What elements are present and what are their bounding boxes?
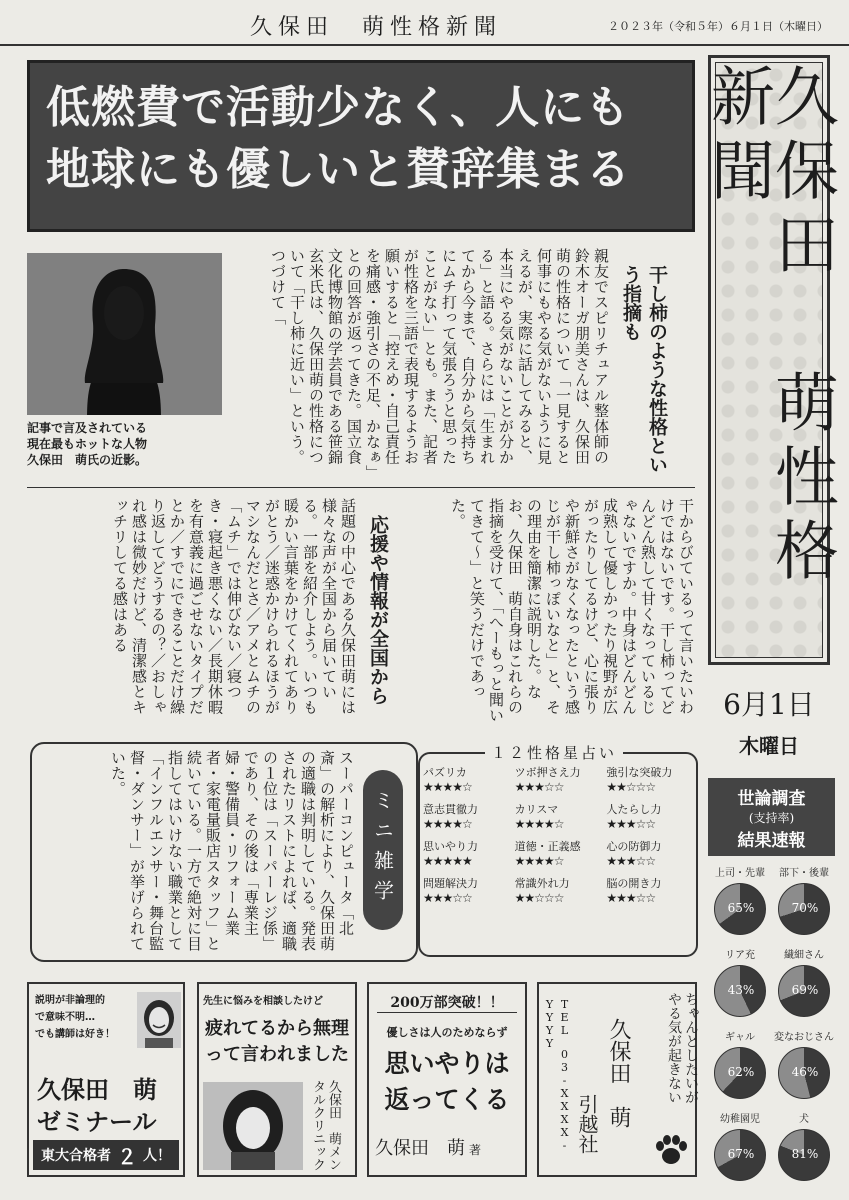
ad-book-divider	[377, 1012, 517, 1013]
poll-item-label: ギャル	[725, 1032, 755, 1043]
horoscope-item	[515, 839, 607, 868]
poll-subtitle: (支持率)	[748, 811, 795, 825]
issue-date: 6月1日	[723, 688, 815, 721]
horoscope-item-name: 強引な突破力	[606, 766, 673, 779]
poll-pie-value: 46%	[791, 1065, 819, 1079]
headline-line-1: 低燃費で活動少なく、人にも	[46, 82, 631, 133]
article3-body: 話題の中心である久保田萌には様々な声が全国から届いている。一部を紹介しよう。いつも暖かい言葉をかけてくれてありがとう／迷惑かけられるほうがマシなんだとさ／アメとムチの「ムチ」では伸びない／寝つき・寝起き悪くない／長期休暇を有意義に過ごせないタイプだとか／すでにできることだけ繰り返してどうするの？／おしゃれ感は微妙だけど、清潔感とキッチリしてる感はある	[111, 498, 357, 715]
poll-item	[772, 1113, 836, 1181]
poll-item-label: リア充	[725, 950, 755, 961]
logo-text: 久保田 萌性格新聞	[700, 63, 838, 591]
ad-moving-company: 引越社	[575, 1094, 599, 1154]
horoscope-item	[606, 802, 698, 831]
ad-seminar-footer-label: 東大合格者	[41, 1148, 111, 1164]
article3-subheading: 応援や情報が全国から	[367, 515, 389, 705]
horoscope-item-name: 意志貫徹力	[423, 803, 478, 816]
ad-seminar-tag-2: で意味不明…	[35, 1012, 95, 1023]
ad-seminar-footer-suffix: 人！	[143, 1148, 171, 1164]
horoscope-title: １２性格星占い	[485, 742, 623, 763]
ad-seminar-tag-3: でも講師は好き！	[35, 1029, 115, 1040]
horoscope-item	[606, 765, 698, 794]
horoscope-item-stars: ★★★☆☆	[606, 854, 656, 868]
horoscope-item	[515, 802, 607, 831]
ad-clinic-top: 先生に悩みを相談したけど	[203, 996, 323, 1007]
ad-seminar-name: 久保田 萌	[37, 1076, 157, 1104]
horoscope-item	[606, 839, 698, 868]
horoscope-item-name: 道徳・正義感	[514, 840, 581, 853]
poll-pie	[714, 965, 766, 1017]
masthead	[0, 0, 849, 46]
poll-item	[708, 949, 772, 1017]
ad-book-author	[375, 1134, 481, 1160]
ad-seminar-title: ゼミナール	[37, 1108, 157, 1136]
ad-book-author-name: 久保田 萌	[375, 1138, 465, 1159]
poll-pie-value: 65%	[727, 901, 755, 915]
photo-caption-line-1: 記事で言及されている	[27, 421, 148, 435]
headline-line-2: 地球にも優しいと賛辞集まる	[46, 144, 631, 195]
ad-moving-name: 久保田 萌	[606, 1018, 631, 1128]
poll-pie	[778, 1047, 830, 1099]
logo-pattern	[700, 62, 838, 658]
section-divider	[27, 487, 695, 488]
ad-seminar	[27, 982, 185, 1177]
horoscope-item-stars: ★★☆☆☆	[514, 891, 564, 905]
horoscope-item-name: 脳の開き力	[606, 877, 662, 890]
ad-moving-tel: TEL 03-XXXX-YYYY	[543, 998, 571, 1152]
poll-grid	[708, 777, 835, 1192]
poll-item-label: 繊細さん	[784, 950, 824, 961]
poll-item-label: 上司・先輩	[715, 868, 765, 879]
ad-clinic	[197, 982, 357, 1177]
horoscope-item	[606, 876, 698, 905]
paw-icon	[653, 1134, 689, 1166]
poll-pie	[778, 965, 830, 1017]
smiling-person-photo	[137, 992, 181, 1048]
ad-book-subtitle: 優しさは人のためならず	[386, 1026, 508, 1039]
poll-pie	[778, 1129, 830, 1181]
ad-moving-catch: ちゃんとしたいがやる気が起きない	[666, 992, 699, 1104]
horoscope-item	[423, 876, 515, 905]
ad-book-top: 200万部突破！！	[390, 995, 504, 1011]
poll-pie-value: 43%	[727, 983, 755, 997]
poll-pie	[714, 1047, 766, 1099]
article2-body: 干からびているって言いたいわけではないです。干し柿ってどんどん熟して甘くなっているじゃないですか。中身はどんどん成熟して優しかったり視野が広がったりしてるけど、心に張りや新鮮さがなくなったという感じが干し柿っぽいなと」と、その理由を簡潔に説明した。なお、久保田 萌自身はこれらの指摘を受けて、「へーもっと聞いてきて〜」と笑うだけであった。	[449, 498, 695, 723]
horoscope-item-stars: ★★★★☆	[423, 780, 472, 794]
horoscope-item-stars: ★★★★☆	[423, 817, 472, 831]
masthead-date: ２０２３年（令和５年）６月１日（木曜日）	[608, 20, 828, 33]
horoscope-grid	[423, 765, 698, 905]
mini-trivia-body: スーパーコンピュータ「北斎」の解析により、久保田萌の適職は判明している。発表されたリストによれば、適職の１位は「スーパーレジ係」であり、その後は「専業主婦・警備員・リフォーム業者・家電量販店スタッフ」と続いている。一方で絶対に目指してはいけない職業として「インフルエンサー・舞台監督・ダンサー」が挙げられていた。	[109, 750, 355, 952]
horoscope-item-name: 思いやり力	[423, 840, 478, 853]
poll-item	[772, 867, 836, 935]
poll-pie-value: 62%	[727, 1065, 755, 1079]
poll-item-label: 変なおじさん	[774, 1032, 834, 1043]
horoscope-item	[515, 876, 607, 905]
ad-book-author-suffix: 著	[469, 1143, 482, 1157]
poll-title-2: 結果速報	[737, 831, 806, 851]
horoscope-item	[515, 765, 607, 794]
poll-pie-value: 81%	[791, 1147, 819, 1161]
poll-item	[708, 1113, 772, 1181]
masthead-title: 久保田 萌性格新聞	[250, 15, 503, 40]
ad-seminar-tag-1: 説明が非論理的	[35, 995, 105, 1006]
horoscope-item-stars: ★★★★★	[423, 854, 472, 868]
photo-caption-line-3: 久保田 萌氏の近影。	[27, 453, 148, 467]
ad-book	[367, 982, 527, 1177]
horoscope-item-stars: ★★★★☆	[514, 854, 564, 868]
horoscope-item-stars: ★★★☆☆	[423, 891, 472, 905]
poll-pie-value: 69%	[791, 983, 819, 997]
poll-pie	[778, 883, 830, 935]
horoscope-item-stars: ★★★☆☆	[606, 891, 656, 905]
poll-item	[772, 1031, 836, 1099]
issue-day: 木曜日	[739, 734, 799, 758]
horoscope-item-name: 常識外れ力	[514, 877, 570, 890]
ad-seminar-tagline	[35, 992, 115, 1043]
ad-book-title-2: 返ってくる	[384, 1085, 510, 1114]
photo-caption	[27, 420, 227, 468]
mini-trivia-label: ミニ雑学	[363, 770, 403, 930]
portrait-photo	[27, 253, 222, 415]
horoscope-item-name: 問題解決力	[423, 877, 478, 890]
article1-subheading: 干し柿のような性格という指摘も	[620, 265, 668, 474]
horoscope-item-stars: ★★☆☆☆	[606, 780, 656, 794]
ad-seminar-footer-count: ２	[117, 1144, 137, 1169]
poll-pie-value: 70%	[791, 901, 819, 915]
poll-pie	[714, 1129, 766, 1181]
poll-pie	[714, 883, 766, 935]
person-silhouette-icon	[27, 253, 222, 415]
newspaper-logo	[700, 55, 838, 665]
horoscope-item-name: カリスマ	[514, 803, 559, 816]
poll-pie-value: 67%	[727, 1147, 755, 1161]
poll-item	[708, 1031, 772, 1099]
horoscope-item-stars: ★★★☆☆	[606, 817, 656, 831]
horoscope-item-name: 人たらし力	[606, 803, 662, 816]
ad-clinic-headline-2: って言われました	[205, 1044, 349, 1065]
ad-seminar-footer	[33, 1140, 179, 1170]
ad-clinic-name: 久保田 萌メンタルクリニック	[310, 1080, 341, 1171]
poll-item-label: 幼稚園児	[720, 1114, 760, 1125]
poll-title: 世論調査	[737, 789, 806, 809]
horoscope-item	[423, 765, 515, 794]
photo-caption-line-2: 現在最もホットな人物	[27, 437, 148, 451]
horoscope-item-stars: ★★★☆☆	[514, 780, 564, 794]
horoscope-item-stars: ★★★★☆	[514, 817, 564, 831]
poll-item-label: 部下・後輩	[779, 868, 829, 879]
horoscope-item	[423, 802, 515, 831]
horoscope-item	[423, 839, 515, 868]
ad-book-title-1: 思いやりは	[384, 1049, 510, 1078]
article1-body: 親友でスピリチュアル整体師の鈴木オーガ朋美さんは、久保田萌の性格について「一見すると何事にもやる気がないように見えるが、実際に話してみると、本当にやる気がないことが分かる」と語る。さらには「生まれてから今まで、自分から気持ちにムチ打って気張ろうと思ったことがない」とも。また、記者が性格を三語で表現するようお願いすると「控えめ・自己責任を痛感・強引さの不足、かなぁ」との回答が返ってきた。国立食文化博物館の学芸員である笹錦玄米氏は、久保田萌の性格について「干し柿に近い」という。つづけて「	[269, 248, 610, 473]
horoscope-item-name: パズリカ	[423, 766, 467, 779]
ad-moving	[537, 982, 697, 1177]
poll-item	[772, 949, 836, 1017]
woman-photo	[203, 1082, 303, 1170]
horoscope-item-name: ツボ押さえ力	[514, 766, 581, 779]
ad-clinic-headline-1: 疲れてるから無理	[205, 1018, 349, 1039]
horoscope-item-name: 心の防御力	[606, 840, 662, 853]
poll-item	[708, 867, 772, 935]
poll-item-label: 犬	[799, 1114, 809, 1125]
headline-banner	[27, 60, 695, 232]
